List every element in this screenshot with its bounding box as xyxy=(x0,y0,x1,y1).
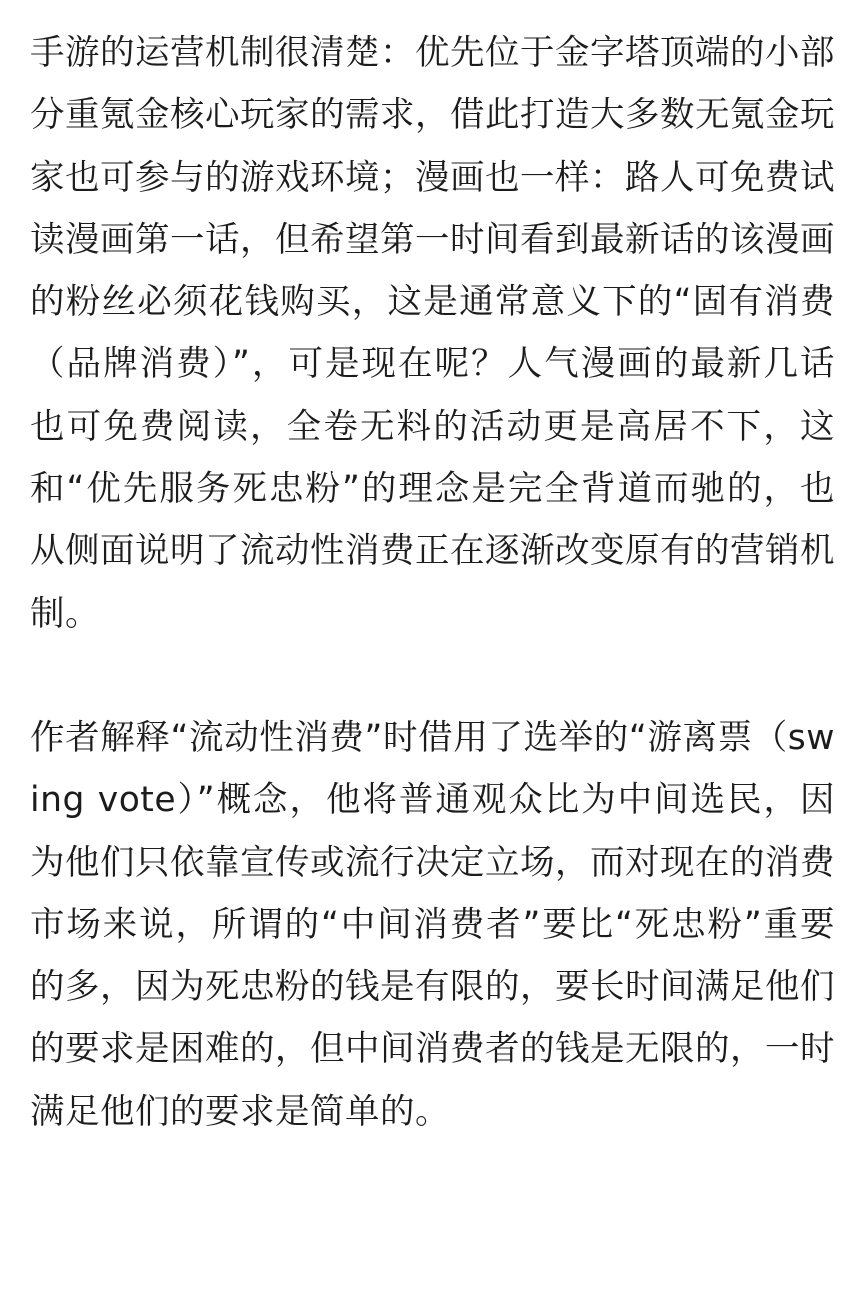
paragraph-mobile-game-operation: 手游的运营机制很清楚：优先位于金字塔顶端的小部分重氪金核心玩家的需求，借此打造大多数无氪金玩家也可参与的游戏环境；漫画也一样：路人可免费试读漫画第一话，但希望第一时间看到最新话的该漫画的粉丝必须花钱购买，这是通常意义下的“固有消费（品牌消费）”，可是现在呢？人气漫画的最新几话也可免费阅读，全卷无料的活动更是高居不下，这和“优先服务死忠粉”的理念是完全背道而驰的，也从侧面说明了流动性消费正在逐渐改变原有的营销机制。 xyxy=(30,33,835,634)
article-body xyxy=(30,22,835,1143)
paragraph-swing-vote-consumption: 作者解释“流动性消费”时借用了选举的“游离票（swing vote）”概念，他将普通观众比为中间选民，因为他们只依靠宣传或流行决定立场，而对现在的消费市场来说，所谓的“中间消费者”要比“死忠粉”重要的多，因为死忠粉的钱是有限的，要长时间满足他们的要求是困难的，但中间消费者的钱是无限的，一时满足他们的要求是简单的。 xyxy=(30,717,835,1132)
